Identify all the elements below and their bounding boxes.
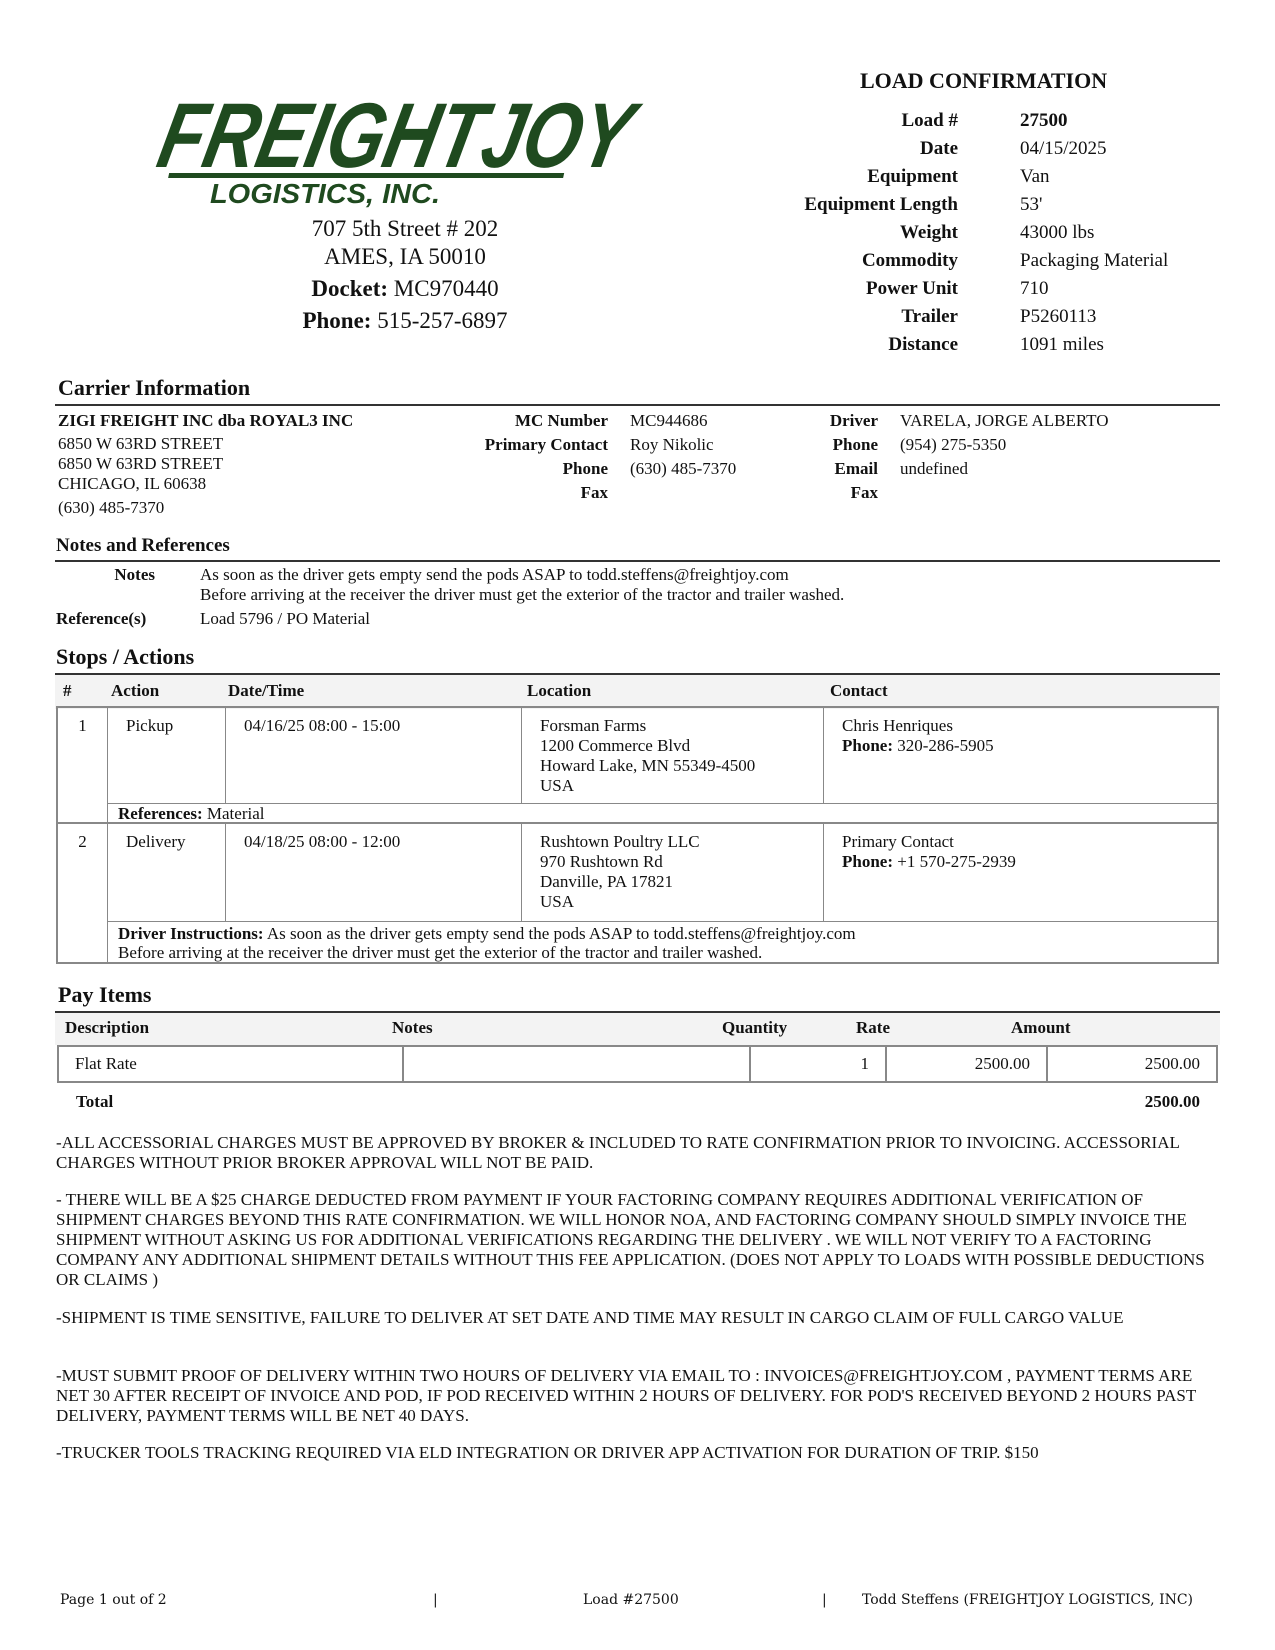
driver-instructions-line-2: Before arriving at the receiver the driver must get the exterior of the tractor and trailer washed. bbox=[118, 943, 763, 962]
contact-phone-label: Phone: bbox=[842, 736, 893, 755]
primary-contact-value: Roy Nikolic bbox=[630, 435, 714, 454]
stop-datetime: 04/16/25 08:00 - 15:00 bbox=[225, 708, 522, 804]
notes-section-title: Notes and References bbox=[56, 535, 230, 556]
summary-value: 04/15/2025 bbox=[1020, 138, 1107, 159]
stop-driver-instructions bbox=[108, 921, 1217, 962]
pay-quantity: 1 bbox=[749, 1045, 887, 1083]
driver-value: VARELA, JORGE ALBERTO bbox=[900, 411, 1109, 430]
carrier-section-title: Carrier Information bbox=[58, 375, 251, 400]
stop-action: Pickup bbox=[108, 708, 226, 804]
stop-references bbox=[108, 803, 1217, 822]
notes-label: Notes bbox=[114, 565, 155, 584]
pay-total-label: Total bbox=[76, 1092, 114, 1111]
carrier-address-2: 6850 W 63RD STREET bbox=[58, 454, 224, 473]
term-factoring: - THERE WILL BE A $25 CHARGE DEDUCTED FROM PAYMENT IF YOUR FACTORING COMPANY REQUIRES ADDITIONAL VERIFICATION OF SHIPMENT CHARGES BEYOND THIS RATE CONFIRMATION. WE WILL HONOR NOA, AND FACTORING COMPANY SHOULD SIMPLY INVOICE THE SHIPMENT WITHOUT ASKING US FOR ADDITIONAL VERIFICATIONS REGARDING THE DELIVERY . WE WILL NOT VERIFY TO A FACTORING COMPANY ANY ADDITIONAL SHIPMENT DETAILS WITHOUT THIS FEE APPLICATION. (DOES NOT APPLY TO LOADS WITH POSSIBLE DEDUCTIONS OR CLAIMS ) bbox=[56, 1190, 1205, 1289]
stops-header-action: Action bbox=[111, 681, 160, 700]
term-accessorial: -ALL ACCESSORIAL CHARGES MUST BE APPROVED BY BROKER & INCLUDED TO RATE CONFIRMATION PRIOR TO INVOICING. ACCESSORIAL CHARGES WITHOUT PRIOR BROKER APPROVAL WILL NOT BE PAID. bbox=[56, 1133, 1180, 1172]
stop-location bbox=[521, 708, 824, 804]
carrier-address-3: CHICAGO, IL 60638 bbox=[58, 474, 207, 493]
stops-section-title: Stops / Actions bbox=[56, 644, 195, 669]
pay-header-rate: Rate bbox=[856, 1018, 890, 1037]
stops-table-header bbox=[55, 675, 1220, 709]
location-name: Rushtown Poultry LLC bbox=[540, 832, 700, 851]
term-time-sensitive: -SHIPMENT IS TIME SENSITIVE, FAILURE TO DELIVER AT SET DATE AND TIME MAY RESULT IN CARGO CLAIM OF FULL CARGO VALUE bbox=[56, 1308, 1124, 1327]
docket-value: MC970440 bbox=[393, 276, 499, 301]
driver-email-value: undefined bbox=[900, 459, 968, 478]
term-proof-of-delivery: -MUST SUBMIT PROOF OF DELIVERY WITHIN TWO HOURS OF DELIVERY VIA EMAIL TO : INVOICES@FREIGHTJOY.COM , PAYMENT TERMS ARE NET 30 AFTER RECEIPT OF INVOICE AND POD, IF POD RECEIVED WITHIN 2 HOURS OF DELIVERY. FOR POD'S RECEIVED BEYOND 2 HOURS PAST DELIVERY, PAYMENT TERMS WILL BE NET 40 DAYS. bbox=[56, 1366, 1196, 1425]
pay-header-amount: Amount bbox=[1011, 1018, 1071, 1037]
references-label: Reference(s) bbox=[56, 609, 147, 628]
summary-label: Date bbox=[920, 138, 958, 159]
location-city: Danville, PA 17821 bbox=[540, 872, 674, 891]
driver-instructions-line-1 bbox=[118, 924, 1207, 943]
location-country: USA bbox=[540, 892, 575, 911]
contact-phone bbox=[842, 852, 1199, 872]
pay-table-header bbox=[55, 1013, 1220, 1045]
driver-instructions-value: As soon as the driver gets empty send the pods ASAP to todd.steffens@freightjoy.com bbox=[266, 924, 856, 943]
term-tracking: -TRUCKER TOOLS TRACKING REQUIRED VIA ELD INTEGRATION OR DRIVER APP ACTIVATION FOR DURATION OF TRIP. $150 bbox=[56, 1443, 1039, 1462]
carrier-phone-label: Phone bbox=[562, 459, 608, 478]
contact-phone-label: Phone: bbox=[842, 852, 893, 871]
pay-notes bbox=[402, 1045, 751, 1083]
phone-value: 515-257-6897 bbox=[377, 308, 508, 333]
references-value: Load 5796 / PO Material bbox=[200, 609, 370, 628]
summary-value: 1091 miles bbox=[1020, 334, 1104, 355]
stops-header-location: Location bbox=[527, 681, 592, 700]
notes-line-2: Before arriving at the receiver the driver must get the exterior of the tractor and trailer washed. bbox=[200, 585, 845, 604]
summary-value: Packaging Material bbox=[1020, 250, 1169, 271]
stop-contact bbox=[823, 824, 1217, 922]
stop-number: 2 bbox=[58, 824, 108, 962]
footer-load: Load #27500 bbox=[583, 1592, 679, 1608]
carrier-divider bbox=[55, 404, 1220, 406]
phone-label: Phone: bbox=[302, 308, 372, 333]
summary-value: 27500 bbox=[1020, 110, 1068, 131]
driver-fax-label: Fax bbox=[850, 483, 878, 502]
summary-label: Equipment Length bbox=[804, 194, 958, 215]
contact-name: Chris Henriques bbox=[842, 716, 953, 735]
summary-row bbox=[760, 166, 1220, 194]
pay-header-description: Description bbox=[65, 1018, 150, 1037]
contact-phone-value: 320-286-5905 bbox=[897, 736, 994, 755]
carrier-name: ZIGI FREIGHT INC dba ROYAL3 INC bbox=[58, 411, 354, 430]
contact-name: Primary Contact bbox=[842, 832, 954, 851]
pay-rate: 2500.00 bbox=[885, 1045, 1048, 1083]
stop-action: Delivery bbox=[108, 824, 226, 922]
summary-label: Load # bbox=[901, 110, 958, 131]
pay-total-value: 2500.00 bbox=[1144, 1092, 1200, 1111]
docket-label: Docket: bbox=[311, 276, 389, 301]
summary-row bbox=[760, 110, 1220, 138]
location-country: USA bbox=[540, 776, 575, 795]
summary-row bbox=[760, 138, 1220, 166]
pay-header-notes: Notes bbox=[392, 1018, 433, 1037]
logo-subtitle: LOGISTICS, INC. bbox=[210, 178, 440, 209]
company-docket bbox=[250, 276, 560, 302]
location-street: 1200 Commerce Blvd bbox=[540, 736, 691, 755]
pay-section-title: Pay Items bbox=[58, 982, 152, 1007]
stops-header-contact: Contact bbox=[830, 681, 888, 700]
logo-wordmark: FREIGHTJOY bbox=[150, 83, 760, 187]
notes-line-1: As soon as the driver gets empty send the pods ASAP to todd.steffens@freightjoy.com bbox=[200, 565, 789, 584]
stop-references-value: Material bbox=[206, 804, 265, 823]
footer-separator: | bbox=[822, 1592, 827, 1608]
mc-number-label: MC Number bbox=[514, 411, 608, 430]
footer-user: Todd Steffens (FREIGHTJOY LOGISTICS, INC) bbox=[862, 1592, 1194, 1608]
driver-phone-value: (954) 275-5350 bbox=[900, 435, 1007, 454]
stop-number: 1 bbox=[58, 708, 108, 822]
stops-header-datetime: Date/Time bbox=[228, 681, 305, 700]
stop-datetime: 04/18/25 08:00 - 12:00 bbox=[225, 824, 522, 922]
carrier-fax-label: Fax bbox=[580, 483, 608, 502]
driver-instructions-label: Driver Instructions: bbox=[118, 924, 264, 943]
summary-row bbox=[760, 278, 1220, 306]
company-logo bbox=[150, 75, 760, 210]
summary-value: 710 bbox=[1020, 278, 1049, 299]
location-street: 970 Rushtown Rd bbox=[540, 852, 663, 871]
pay-header-quantity: Quantity bbox=[722, 1018, 788, 1037]
summary-value: 43000 lbs bbox=[1020, 222, 1095, 243]
driver-email-label: Email bbox=[834, 459, 878, 478]
mc-number-value: MC944686 bbox=[630, 411, 708, 430]
stop-row bbox=[56, 822, 1219, 964]
pay-amount: 2500.00 bbox=[1046, 1045, 1218, 1083]
location-name: Forsman Farms bbox=[540, 716, 647, 735]
summary-label: Trailer bbox=[901, 306, 958, 327]
stop-references-label: References: bbox=[118, 804, 203, 823]
summary-row bbox=[760, 306, 1220, 334]
summary-label: Commodity bbox=[861, 250, 958, 271]
summary-label: Power Unit bbox=[866, 278, 958, 299]
company-phone bbox=[250, 308, 560, 334]
stop-contact bbox=[823, 708, 1217, 804]
pay-description: Flat Rate bbox=[57, 1045, 404, 1083]
company-address-line2: AMES, IA 50010 bbox=[324, 244, 486, 269]
footer-separator: | bbox=[433, 1592, 438, 1608]
primary-contact-label: Primary Contact bbox=[484, 435, 608, 454]
carrier-phone-value: (630) 485-7370 bbox=[630, 459, 737, 478]
summary-value: Van bbox=[1020, 166, 1050, 187]
summary-value: P5260113 bbox=[1020, 306, 1097, 327]
driver-label: Driver bbox=[829, 411, 878, 430]
load-confirmation-title: LOAD CONFIRMATION bbox=[860, 68, 1108, 93]
summary-value: 53' bbox=[1020, 194, 1043, 215]
driver-phone-label: Phone bbox=[832, 435, 878, 454]
company-address-line1: 707 5th Street # 202 bbox=[311, 216, 499, 241]
summary-row bbox=[760, 194, 1220, 222]
summary-row bbox=[760, 222, 1220, 250]
stops-header-num: # bbox=[63, 681, 72, 700]
carrier-phone: (630) 485-7370 bbox=[58, 498, 165, 517]
summary-label: Distance bbox=[888, 334, 958, 355]
summary-row bbox=[760, 334, 1220, 362]
stop-location bbox=[521, 824, 824, 922]
contact-phone bbox=[842, 736, 1199, 756]
location-city: Howard Lake, MN 55349-4500 bbox=[540, 756, 756, 775]
summary-label: Equipment bbox=[867, 166, 958, 187]
notes-divider bbox=[55, 560, 1220, 562]
stop-row bbox=[56, 706, 1219, 824]
contact-phone-value: +1 570-275-2939 bbox=[897, 852, 1016, 871]
carrier-address-1: 6850 W 63RD STREET bbox=[58, 434, 224, 453]
footer-page: Page 1 out of 2 bbox=[60, 1592, 167, 1608]
summary-row bbox=[760, 250, 1220, 278]
summary-label: Weight bbox=[899, 222, 958, 243]
